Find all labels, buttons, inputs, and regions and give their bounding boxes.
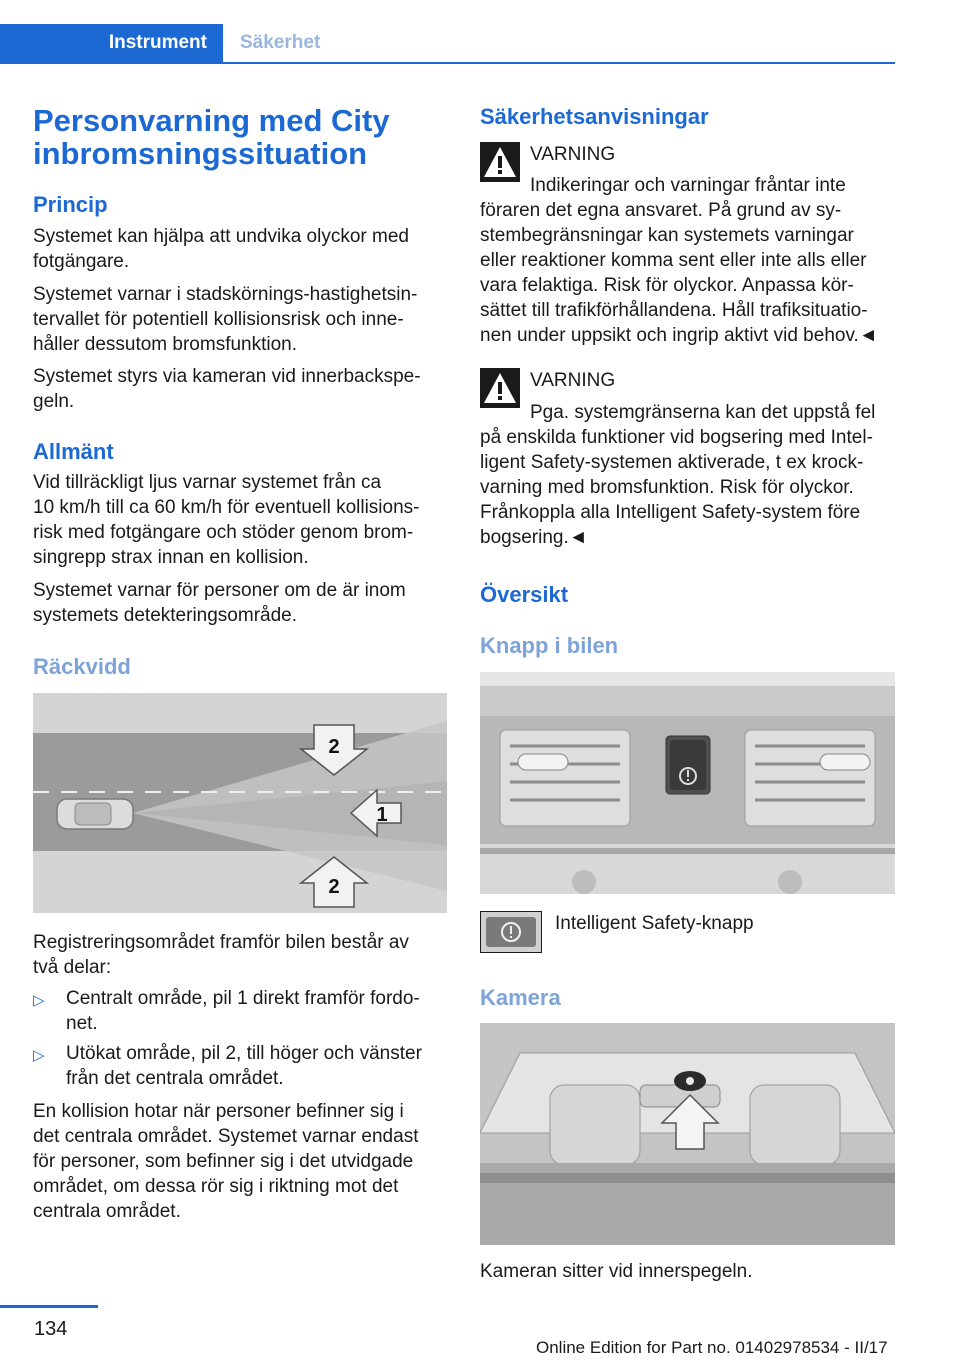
heading-princip: Princip	[33, 192, 108, 217]
page-number: 134	[34, 1318, 68, 1340]
warning-1-first-line: Indikeringar och varningar fråntar inte	[530, 175, 846, 196]
arrow-label-center: 1	[376, 804, 388, 826]
heading-oversikt: Översikt	[480, 582, 569, 607]
princip-paragraph-3: Systemet styrs via kameran vid innerbackspe‐ geln.	[33, 366, 421, 412]
camera-photo	[480, 1023, 895, 1245]
camera-caption: Kameran sitter vid innerspegeln.	[480, 1261, 753, 1282]
heading-allmant: Allmänt	[33, 439, 114, 464]
footer-edition: Online Edition for Part no. 01402978534 - II/17	[536, 1338, 888, 1357]
dashboard-button-photo	[480, 672, 895, 894]
allmant-paragraph-1: Vid tillräckligt ljus varnar systemet från ca 10 km/h till ca 60 km/h för eventuell kollisions‐ risk med fotgängare och stöder genom brom‐ singrepp strax innan en kollision.	[33, 472, 420, 568]
rackvidd-paragraph: En kollision hotar när personer befinner sig i det centrala området. Systemet varnar endast för personer, som befinner sig i det utvidgade området, om dessa rör sig i riktning mot det centrala området.	[33, 1101, 419, 1222]
page-title: Personvarning med City inbromsningssituation	[33, 103, 390, 171]
bullet-marker: ▷	[33, 992, 45, 1009]
warning-triangle-icon	[480, 368, 520, 408]
arrow-label-bottom: 2	[328, 876, 340, 898]
footer-rule	[0, 1305, 98, 1308]
intelligent-safety-button-icon	[480, 911, 542, 953]
allmant-paragraph-2: Systemet varnar för personer om de är inom systemets detekteringsområde.	[33, 580, 406, 626]
warning-label: VARNING	[530, 144, 616, 165]
heading-knapp-i-bilen: Knapp i bilen	[480, 633, 619, 658]
warning-label: VARNING	[530, 370, 616, 391]
warning-2-first-line: Pga. systemgränserna kan det uppstå fel	[530, 402, 876, 423]
warning-triangle-icon	[480, 142, 520, 182]
princip-paragraph-2: Systemet varnar i stadskörnings-hastighetsin‐ tervallet för potentiell kollisionsrisk och inne‐ håller dessutom bromsfunktion.	[33, 284, 418, 355]
bullet-item: Utökat område, pil 2, till höger och vänster från det centrala området.	[66, 1043, 422, 1089]
princip-paragraph-1: Systemet kan hjälpa att undvika olyckor med fotgängare.	[33, 226, 409, 272]
car-icon	[57, 799, 133, 829]
heading-rackvidd: Räckvidd	[33, 654, 131, 679]
rackvidd-intro: Registreringsområdet framför bilen består av två delar:	[33, 932, 409, 978]
bullet-item: Centralt område, pil 1 direkt framför fordo‐ net.	[66, 988, 420, 1034]
heading-kamera: Kamera	[480, 985, 561, 1010]
arrow-label-top: 2	[328, 736, 340, 758]
camera-lens-icon	[674, 1071, 706, 1091]
heading-sakerhetsanvisningar: Säkerhetsanvisningar	[480, 104, 709, 129]
intelligent-safety-button	[666, 736, 710, 794]
bullet-marker: ▷	[33, 1047, 45, 1064]
section-tab-bar	[0, 24, 895, 64]
warning-1-text: föraren det egna ansvaret. På grund av sy‐ stembegränsningar kan systemets varningar eller reaktioner komma sent eller inte alls eller vara felaktiga. Risk för olyckor. Anpassa kör‐ sättet till trafikförhållandena. Håll trafiksituatio‐ nen under uppsikt och ingrip aktivt vid behov.◄	[480, 200, 878, 346]
tab-instrument[interactable]: Instrument	[0, 24, 223, 62]
warning-2-text: på enskilda funktioner vid bogsering med Intel‐ ligent Safety-systemen aktiverade, t ex krock‐ varning med bromsfunktion. Risk för olyckor. Frånkoppla alla Intelligent Safety-system före bogsering.◄	[480, 427, 873, 548]
button-caption: Intelligent Safety-knapp	[555, 913, 754, 934]
tab-sakerhet[interactable]: Säkerhet	[240, 32, 321, 53]
detection-range-illustration	[33, 693, 447, 913]
